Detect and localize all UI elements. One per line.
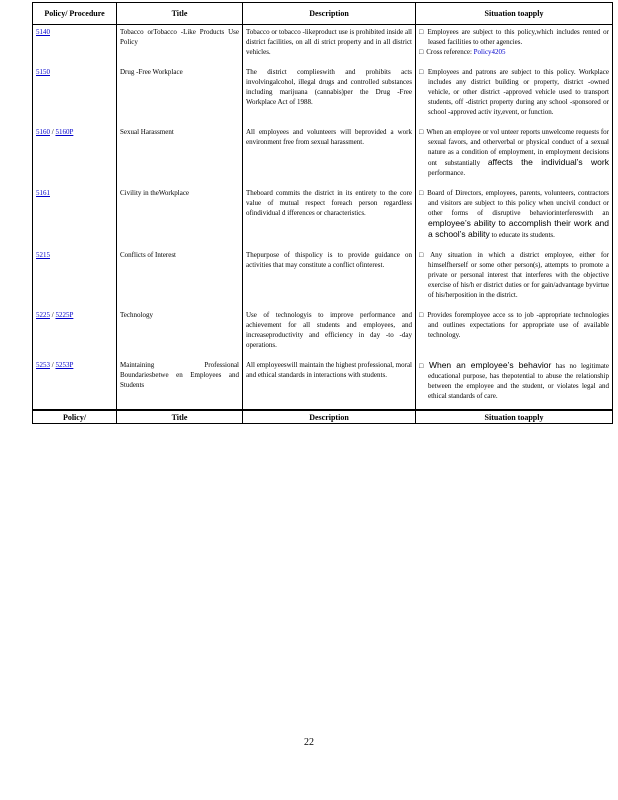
situation-bullet [419,127,609,178]
policy-link[interactable]: 5215 [36,251,50,259]
description-cell: The district complieswith and prohibits acts involvingalcohol, illegal drugs and controlled substances including marijuana (cannabis)per the Drug -Free Workplace Act of 1988. [243,65,416,125]
situation-bullet [419,47,609,57]
policy-cell [33,125,117,186]
description-cell: Theboard commits the district in its entirety to the core value of mutual respect foreach person regardless ofindividual d ifferences or characteristics. [243,186,416,248]
table-row [33,248,613,308]
situation-emphasis: affects the individual’s work [487,157,609,167]
title-cell: Conflicts of Interest [117,248,243,308]
table-row [33,65,613,125]
footer-header-situation: Situation toapply [416,410,613,424]
policy-link[interactable]: 5225 [36,311,50,319]
situation-emphasis: When an employee’s behavior [428,360,552,370]
footer-header-title: Title [117,410,243,424]
situation-text: Any situation in which a district employee, either for himselfherself or some other person(s), attempts to promote a private or personal interest that interferes with the objective exercise of his/h er district duties or for gain/advantage byvirtue of his/herposition in the district. [428,251,609,299]
situation-cell [416,358,613,410]
title-cell: Tobacco orTobacco -Like Products Use Policy [117,25,243,66]
table-row [33,25,613,66]
description-cell: Thepurpose of thispolicy is to provide guidance on activities that may constitute a conflict ofinterest. [243,248,416,308]
policy-table [32,2,613,424]
policy-link[interactable]: 5160 [36,128,50,136]
policy-cell [33,25,117,66]
footer-header-policy: Policy/ [33,410,117,424]
policy-link[interactable]: 5140 [36,28,50,36]
header-description: Description [243,3,416,25]
situation-text: When an employee or vol unteer reports unwelcome requests for sexual favors, and otherverbal or physical conduct of a sexual nature as a condition of employment, in employment decisions ont substantially [426,128,609,167]
table-header-row [33,3,613,25]
situation-cell [416,186,613,248]
situation-emphasis: employee’s ability to accomplish their work and a school’s ability [428,218,609,239]
table-body [33,25,613,411]
header-policy: Policy/ Procedure [33,3,117,25]
title-cell: Drug -Free Workplace [117,65,243,125]
page-number: 22 [304,737,314,748]
description-cell: Use of technologyis to improve performance and achievement for all students and employees, and increaseproductivity and efficiency in day -to -day operations. [243,308,416,358]
policy-separator: / [50,311,56,319]
footer-header-description: Description [243,410,416,424]
policy-cell [33,358,117,410]
header-situation: Situation toapply [416,3,613,25]
situation-cell [416,308,613,358]
title-cell: Sexual Harassment [117,125,243,186]
policy-link[interactable]: 5225P [55,311,74,319]
cross-reference-link[interactable]: Policy4205 [473,48,506,56]
situation-tail: to educate its students. [489,231,555,239]
situation-text: Employees are subject to this policy,which includes rented or leased facilities to other agencies. [427,28,609,46]
title-cell: Civility in theWorkplace [117,186,243,248]
policy-link[interactable]: 5253 [36,361,50,369]
situation-text: Employees and patrons are subject to this policy. Workplace includes any district building or property, district -owned vehicle, or other district -approved vehicle used to transport students, off -district property during any school -sponsored or school -approved activ ity,event, or function. [427,68,609,116]
situation-cell [416,125,613,186]
situation-text: has no legitimate educational purpose, has thepotential to abuse the relationship between the employee and the student, or violates legal and ethical standards of care. [428,362,609,400]
situation-bullet [419,250,609,300]
situation-bullet [419,360,609,401]
description-cell: Tobacco or tobacco -likeproduct use is prohibited inside all district facilities, on all di strict property and in all district vehicles. [243,25,416,66]
policy-document [32,2,612,424]
table-row [33,125,613,186]
policy-cell [33,186,117,248]
situation-text: Board of Directors, employees, parents, volunteers, contractors and visitors are subject to this policy when uncivil conduct or other forms of disruptive behaviorinterfereswith an [427,189,610,217]
situation-tail: performance. [428,169,466,177]
situation-cell [416,25,613,66]
policy-separator: / [50,128,56,136]
header-title: Title [117,3,243,25]
table-row [33,186,613,248]
policy-link[interactable]: 5253P [55,361,74,369]
situation-bullet [419,67,609,117]
situation-bullet [419,310,609,340]
title-cell: Maintaining Professional Boundariesbetwe en Employees and Students [117,358,243,410]
situation-bullet [419,27,609,47]
table-footer-header-row [33,410,613,424]
situation-text: Cross reference: [426,48,474,56]
situation-bullet [419,188,609,240]
policy-cell [33,65,117,125]
title-cell: Technology [117,308,243,358]
description-cell: All employeeswill maintain the highest professional, moral and ethical standards in interactions with students. [243,358,416,410]
description-cell: All employees and volunteers will beprovided a work environment free from sexual harassment. [243,125,416,186]
policy-link[interactable]: 5160P [55,128,74,136]
policy-link[interactable]: 5161 [36,189,50,197]
policy-separator: / [50,361,56,369]
table-row [33,308,613,358]
policy-cell [33,308,117,358]
situation-text: Provides foremployee acce ss to job -appropriate technologies and outlines expectations for appropriate use of available technology. [427,311,609,339]
policy-link[interactable]: 5150 [36,68,50,76]
situation-cell [416,65,613,125]
table-row [33,358,613,410]
situation-cell [416,248,613,308]
policy-cell [33,248,117,308]
